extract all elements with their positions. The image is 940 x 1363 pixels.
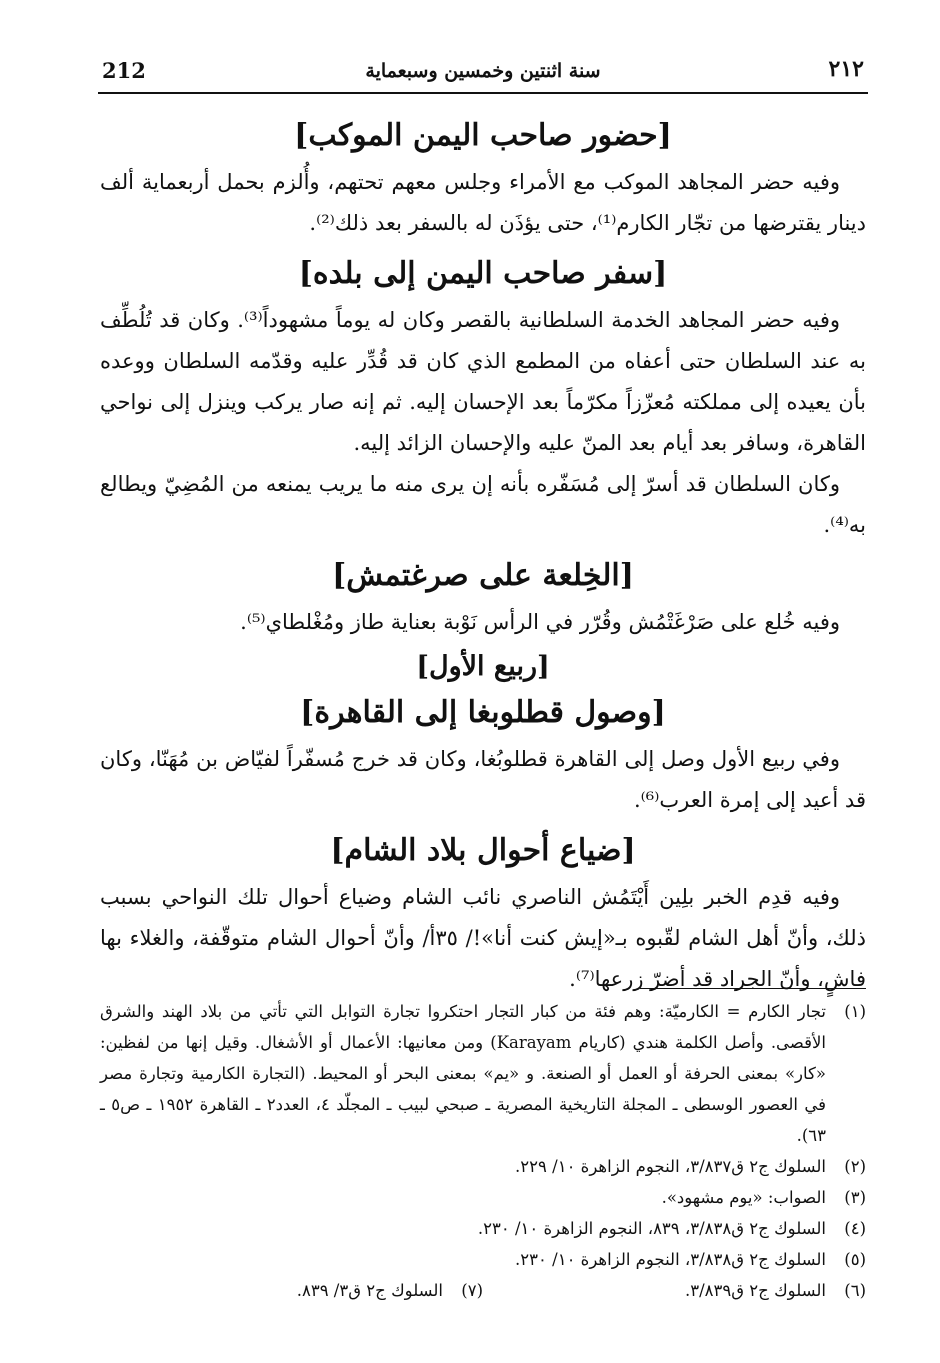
- main-text: [100, 112, 866, 1000]
- footnote-number: (٥): [844, 1250, 866, 1269]
- paragraph: وفيه حضر المجاهد الخدمة السلطانية بالقصر وكان له يوماً مشهوداً⁽³⁾. وكان قد تُلُطِّف به عند السلطان حتى أعفاه من المطمع الذي كان قد قُدِّر عليه وقدّمه السلطان ووعده بأن يعيده إلى مملكته مُعزّزاً مكرّماً بعد الإحسان إليه. ثم إنه صار يركب وينزل إلى نواحي القاهرة، وسافر بعد أيام بعد المنّ عليه والإحسان الزائد إليه.: [100, 308, 866, 455]
- paragraph: وكان السلطان قد أسرّ إلى مُسَفّره بأنه إن يرى منه ما يريب يمنعه من المُضِيّ ويطالع به⁽⁴⁾.: [100, 472, 866, 537]
- section-heading: [الخِلعة على صرغتمش]: [332, 558, 634, 593]
- footnote-text: الصواب: «يوم مشهود».: [661, 1188, 826, 1207]
- paragraph: وفيه حضر المجاهد الموكب مع الأمراء وجلس معهم تحتهم، وأُلزم بحمل أربعماية ألف دينار يقترضها من تجّار الكارم⁽¹⁾، حتى يؤذَن له بالسفر بعد ذلك⁽²⁾.: [100, 170, 866, 235]
- footnote-number: (٣): [844, 1188, 866, 1207]
- paragraph: وفي ربيع الأول وصل إلى القاهرة قطلوبُغا، وكان قد خرج مُسفّراً لفيّاض بن مُهَنّا، وكان قد أعيد إلى إمرة العرب⁽⁶⁾.: [100, 747, 866, 812]
- footnote-number: (٧): [461, 1281, 483, 1300]
- paragraph: وفيه خُلع على صَرْغَتْمُش وقُرّر في الرأس نَوْبة بعناية طاز ومُغْلطاي⁽⁵⁾.: [240, 610, 840, 634]
- footnote-number: (١): [844, 1002, 866, 1021]
- footnote: [100, 1151, 866, 1182]
- footnote-number: (٢): [844, 1157, 866, 1176]
- page-number-latin: 212: [102, 58, 146, 83]
- section-heading: [حضور صاحب اليمن الموكب]: [294, 118, 672, 153]
- footnote-text: السلوك ج٢ ق٣/٨٣٨، ٨٣٩، النجوم الزاهرة ١٠/ ٢٣٠.: [477, 1219, 826, 1238]
- running-title: سنة اثنتين وخمسين وسبعماية: [365, 60, 601, 82]
- footnote: [100, 1244, 866, 1275]
- footnotes: [100, 996, 866, 1306]
- footnote-text: تجار الكارم = الكارميّة: وهم فئة من كبار التجار احتكروا تجارة التوابل التي تأتي من بلاد الهند والشرق الأقصى. وأصل الكلمة هندي (كاريام Karayam) ومن معانيها: الأعمال أو الأشغال. وقيل إنها من لفظين: «كار» بمعنى الحرفة أو العمل أو الصنعة. و «يم» بمعنى البحر أو المحيط. (التجارة الكارمية وتجارة مصر في العصور الوسطى ـ المجلة التاريخية المصرية ـ صبحي لبيب ـ المجلّد ٤، العدد٢ ـ القاهرة ١٩٥٢ ـ ص٥ ـ ٦٣).: [100, 1002, 827, 1145]
- footnote-text: السلوك ج٢ ق٣/ ٨٣٩.: [296, 1281, 443, 1300]
- footnote-text: السلوك ج٢ ق٣/٨٣٨، النجوم الزاهرة ١٠/ ٢٣٠.: [515, 1250, 826, 1269]
- footnote-text: السلوك ج٢ ق٣/٨٣٧، النجوم الزاهرة ١٠/ ٢٢٩.: [515, 1157, 826, 1176]
- section-heading: [سفر صاحب اليمن إلى بلده]: [298, 256, 668, 291]
- footnote-row: [100, 1275, 866, 1306]
- footnote: [483, 1275, 866, 1306]
- footnote: [100, 1275, 483, 1306]
- section-heading: [وصول قطلوبغا إلى القاهرة]: [300, 695, 666, 730]
- page-number-arabic: ٢١٢: [828, 56, 864, 82]
- footnote-separator: [640, 988, 866, 989]
- footnote-text: السلوك ج٢ ق٣/٨٣٩.: [684, 1281, 826, 1300]
- paragraph: وفيه قدِم الخبر بلِين أَيْتَمُش الناصري نائب الشام وضياع أحوال تلك النواحي بسبب ذلك، وأنّ أهل الشام لقّبوه بـ«إيش كنت أنا»!/ ٣٥أ/ وأنّ أحوال الشام متوقّفة، والغلاء بها فاشٍ، وأنّ الجراد قد أضرّ زرعها⁽⁷⁾.: [100, 885, 867, 991]
- month-heading: [ربيع الأول]: [416, 651, 550, 682]
- footnote-number: (٤): [844, 1219, 866, 1238]
- footnote: [100, 1213, 866, 1244]
- footnote: [100, 1182, 866, 1213]
- section-heading: [ضياع أحوال بلاد الشام]: [330, 833, 636, 868]
- footnote-number: (٦): [844, 1281, 866, 1300]
- footnote: [100, 996, 866, 1151]
- running-header: [98, 52, 868, 94]
